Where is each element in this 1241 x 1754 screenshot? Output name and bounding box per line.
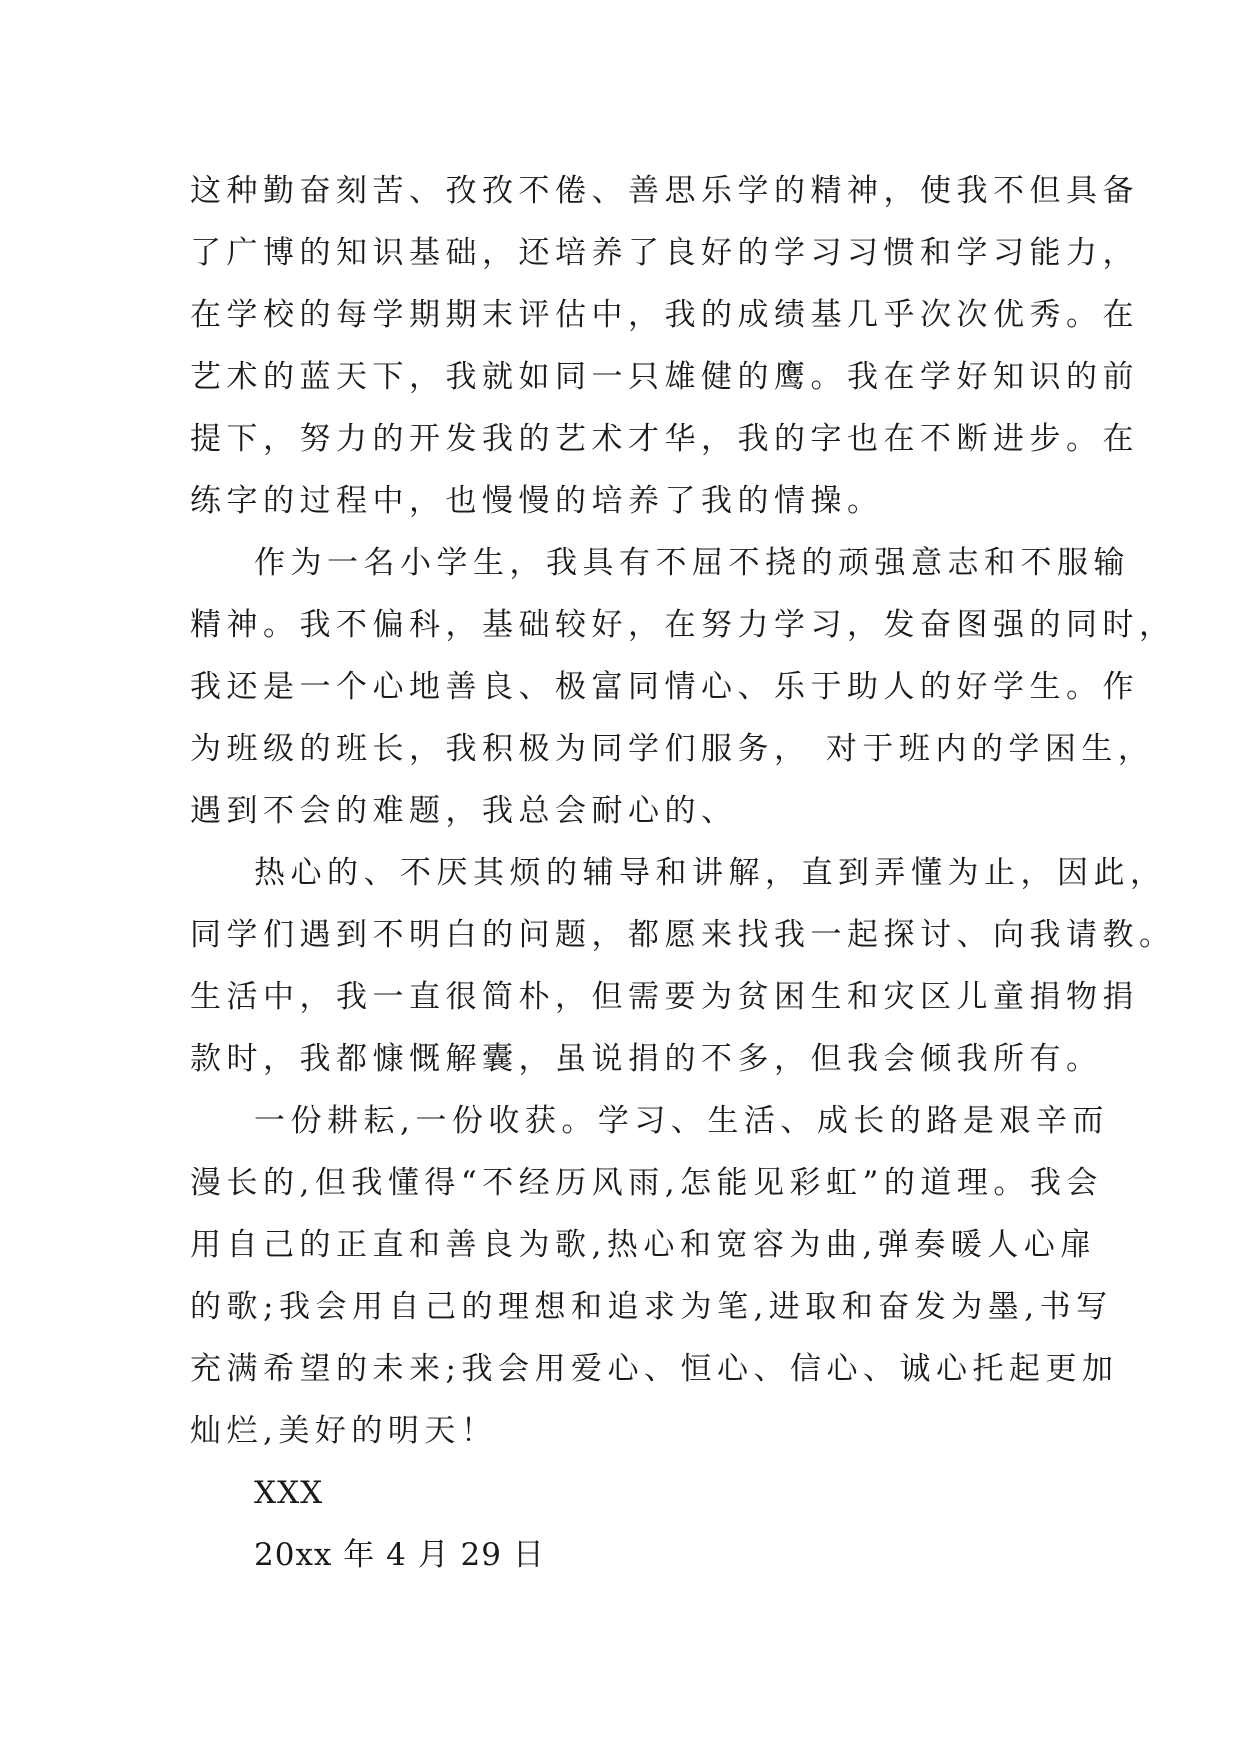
text-line: 热心的、不厌其烦的辅导和讲解，直到弄懂为止，因此， (254, 855, 1167, 891)
document-date: 20xx 年 4 月 29 日 (254, 1537, 545, 1573)
text-line: 作为一名小学生，我具有不屈不挠的顽强意志和不服输 (254, 545, 1130, 581)
text-line: 练字的过程中，也慢慢的培养了我的情操。 (190, 483, 884, 519)
text-line: 一份耕耘,一份收获。学习、生活、成长的路是艰辛而 (254, 1103, 1109, 1139)
text-line: 同学们遇到不明白的问题，都愿来找我一起探讨、向我请教。 (190, 917, 1176, 953)
text-line: 灿烂,美好的明天！ (190, 1413, 498, 1449)
signature: XXX (254, 1475, 324, 1511)
text-line: 充满希望的未来;我会用爱心、恒心、信心、诚心托起更加 (190, 1351, 1119, 1387)
text-line: 精神。我不偏科，基础较好，在努力学习，发奋图强的同时， (190, 607, 1176, 643)
document-body (190, 160, 1176, 1586)
text-line: 在学校的每学期期末评估中，我的成绩基几乎次次优秀。在 (190, 297, 1139, 333)
text-line: 用自己的正直和善良为歌,热心和宽容为曲,弹奏暖人心扉 (190, 1227, 1097, 1263)
text-line: 遇到不会的难题，我总会耐心的、 (190, 793, 738, 829)
text-line: 这种勤奋刻苦、孜孜不倦、善思乐学的精神，使我不但具备 (190, 173, 1139, 209)
text-line: 生活中，我一直很简朴，但需要为贫困生和灾区儿童捐物捐 (190, 979, 1139, 1015)
text-line: 提下，努力的开发我的艺术才华，我的字也在不断进步。在 (190, 421, 1139, 457)
text-line: 漫长的,但我懂得“不经历风雨,怎能见彩虹”的道理。我会 (190, 1165, 1103, 1201)
text-line: 我还是一个心地善良、极富同情心、乐于助人的好学生。作 (190, 669, 1139, 705)
text-line: 了广博的知识基础，还培养了良好的学习习惯和学习能力， (190, 235, 1139, 271)
text-line: 艺术的蓝天下，我就如同一只雄健的鹰。我在学好知识的前 (190, 359, 1139, 395)
text-line: 为班级的班长，我积极为同学们服务， 对于班内的学困生， (190, 731, 1155, 767)
text-line: 的歌;我会用自己的理想和追求为笔,进取和奋发为墨,书写 (190, 1289, 1113, 1325)
text-line: 款时，我都慷慨解囊，虽说捐的不多，但我会倾我所有。 (190, 1041, 1103, 1077)
